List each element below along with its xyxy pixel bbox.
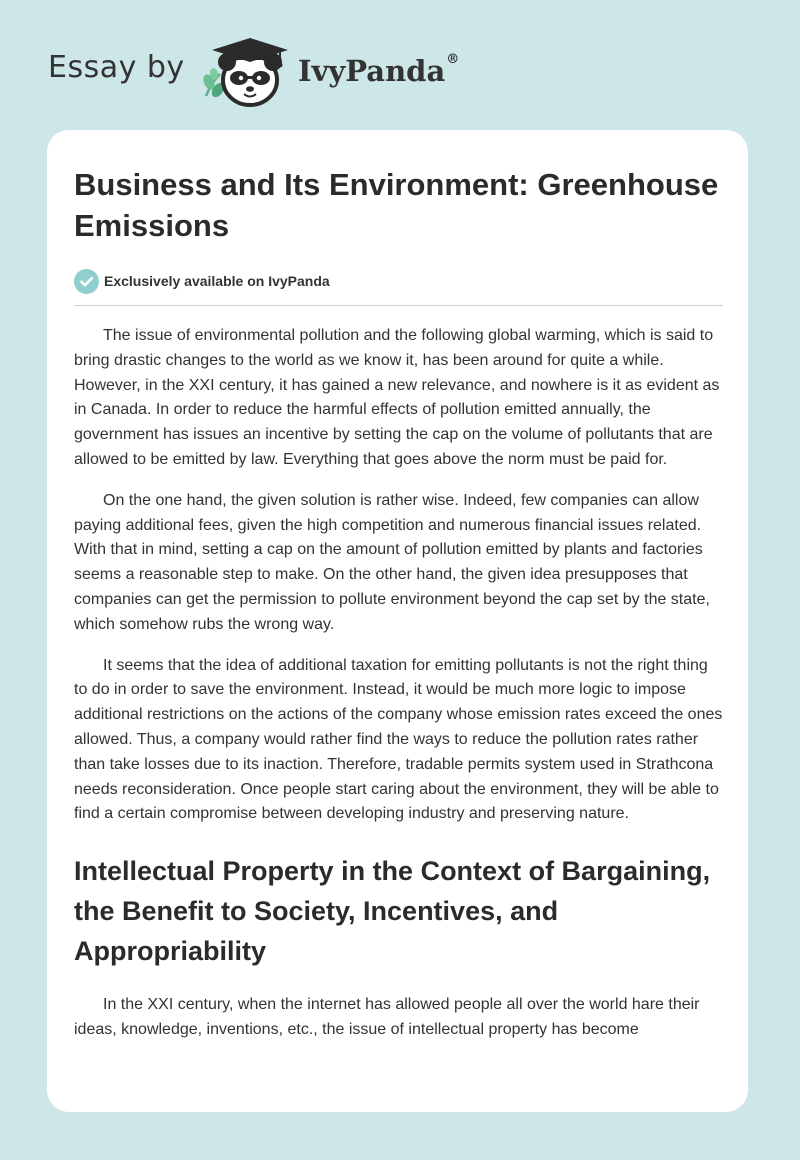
divider	[74, 305, 723, 306]
page-title: Business and Its Environment: Greenhouse Emissions	[74, 167, 719, 243]
check-circle-icon	[74, 269, 99, 294]
panda-graduate-icon[interactable]	[200, 34, 296, 110]
body-paragraph: In the XXI century, when the internet has allowed people all over the world hare their ideas, knowledge, inventions, etc., the issue of intellectual property has become	[74, 996, 700, 1038]
essay-card	[47, 130, 748, 1112]
exclusive-badge	[74, 268, 723, 294]
essay-by-label: Essay by	[48, 50, 185, 85]
exclusive-badge-label: Exclusively available on IvyPanda	[104, 273, 330, 289]
site-header	[0, 0, 800, 130]
section-heading: Intellectual Property in the Context of Bargaining, the Benefit to Society, Incentives, and Appropriability	[74, 856, 711, 967]
essay-content	[74, 164, 723, 1043]
brand-name-text: IvyPanda	[298, 54, 446, 88]
body-paragraph: The issue of environmental pollution and the following global warming, which is said to bring drastic changes to the world as we know it, has been around for quite a while. However, in the XXI century, it has gained a new relevance, and nowhere is it as evident as in Canada. In order to reduce the harmful effects of pollution emitted annually, the government has issues an incentive by setting the cap on the volume of pollutants that are allowed to be emitted by law. Everything that goes above the norm must be paid for.	[74, 327, 720, 468]
registered-mark: ®	[446, 52, 460, 67]
body-paragraph: On the one hand, the given solution is rather wise. Indeed, few companies can allow paying additional fees, given the high competition and numerous financial issues related. With that in mind, setting a cap on the amount of pollution emitted by plants and factories seems a reasonable step to make. On the other hand, the given idea presupposes that companies can get the permission to pollute environment beyond the cap set by the state, which somehow rubs the wrong way.	[74, 491, 710, 633]
body-paragraph: It seems that the idea of additional taxation for emitting pollutants is not the right thing to do in order to save the environment. Instead, it would be much more logic to impose additional restrictions on the actions of the company whose emission rates exceed the ones allowed. Thus, a company would rather find the ways to reduce the pollution rates rather than take losses due to its inaction. Therefore, tradable permits system used in Strathcona needs reconsideration. Once people start caring about the environment, they will be able to find a certain compromise between developing industry and preserving nature.	[74, 656, 723, 823]
brand-name[interactable]	[298, 54, 459, 88]
